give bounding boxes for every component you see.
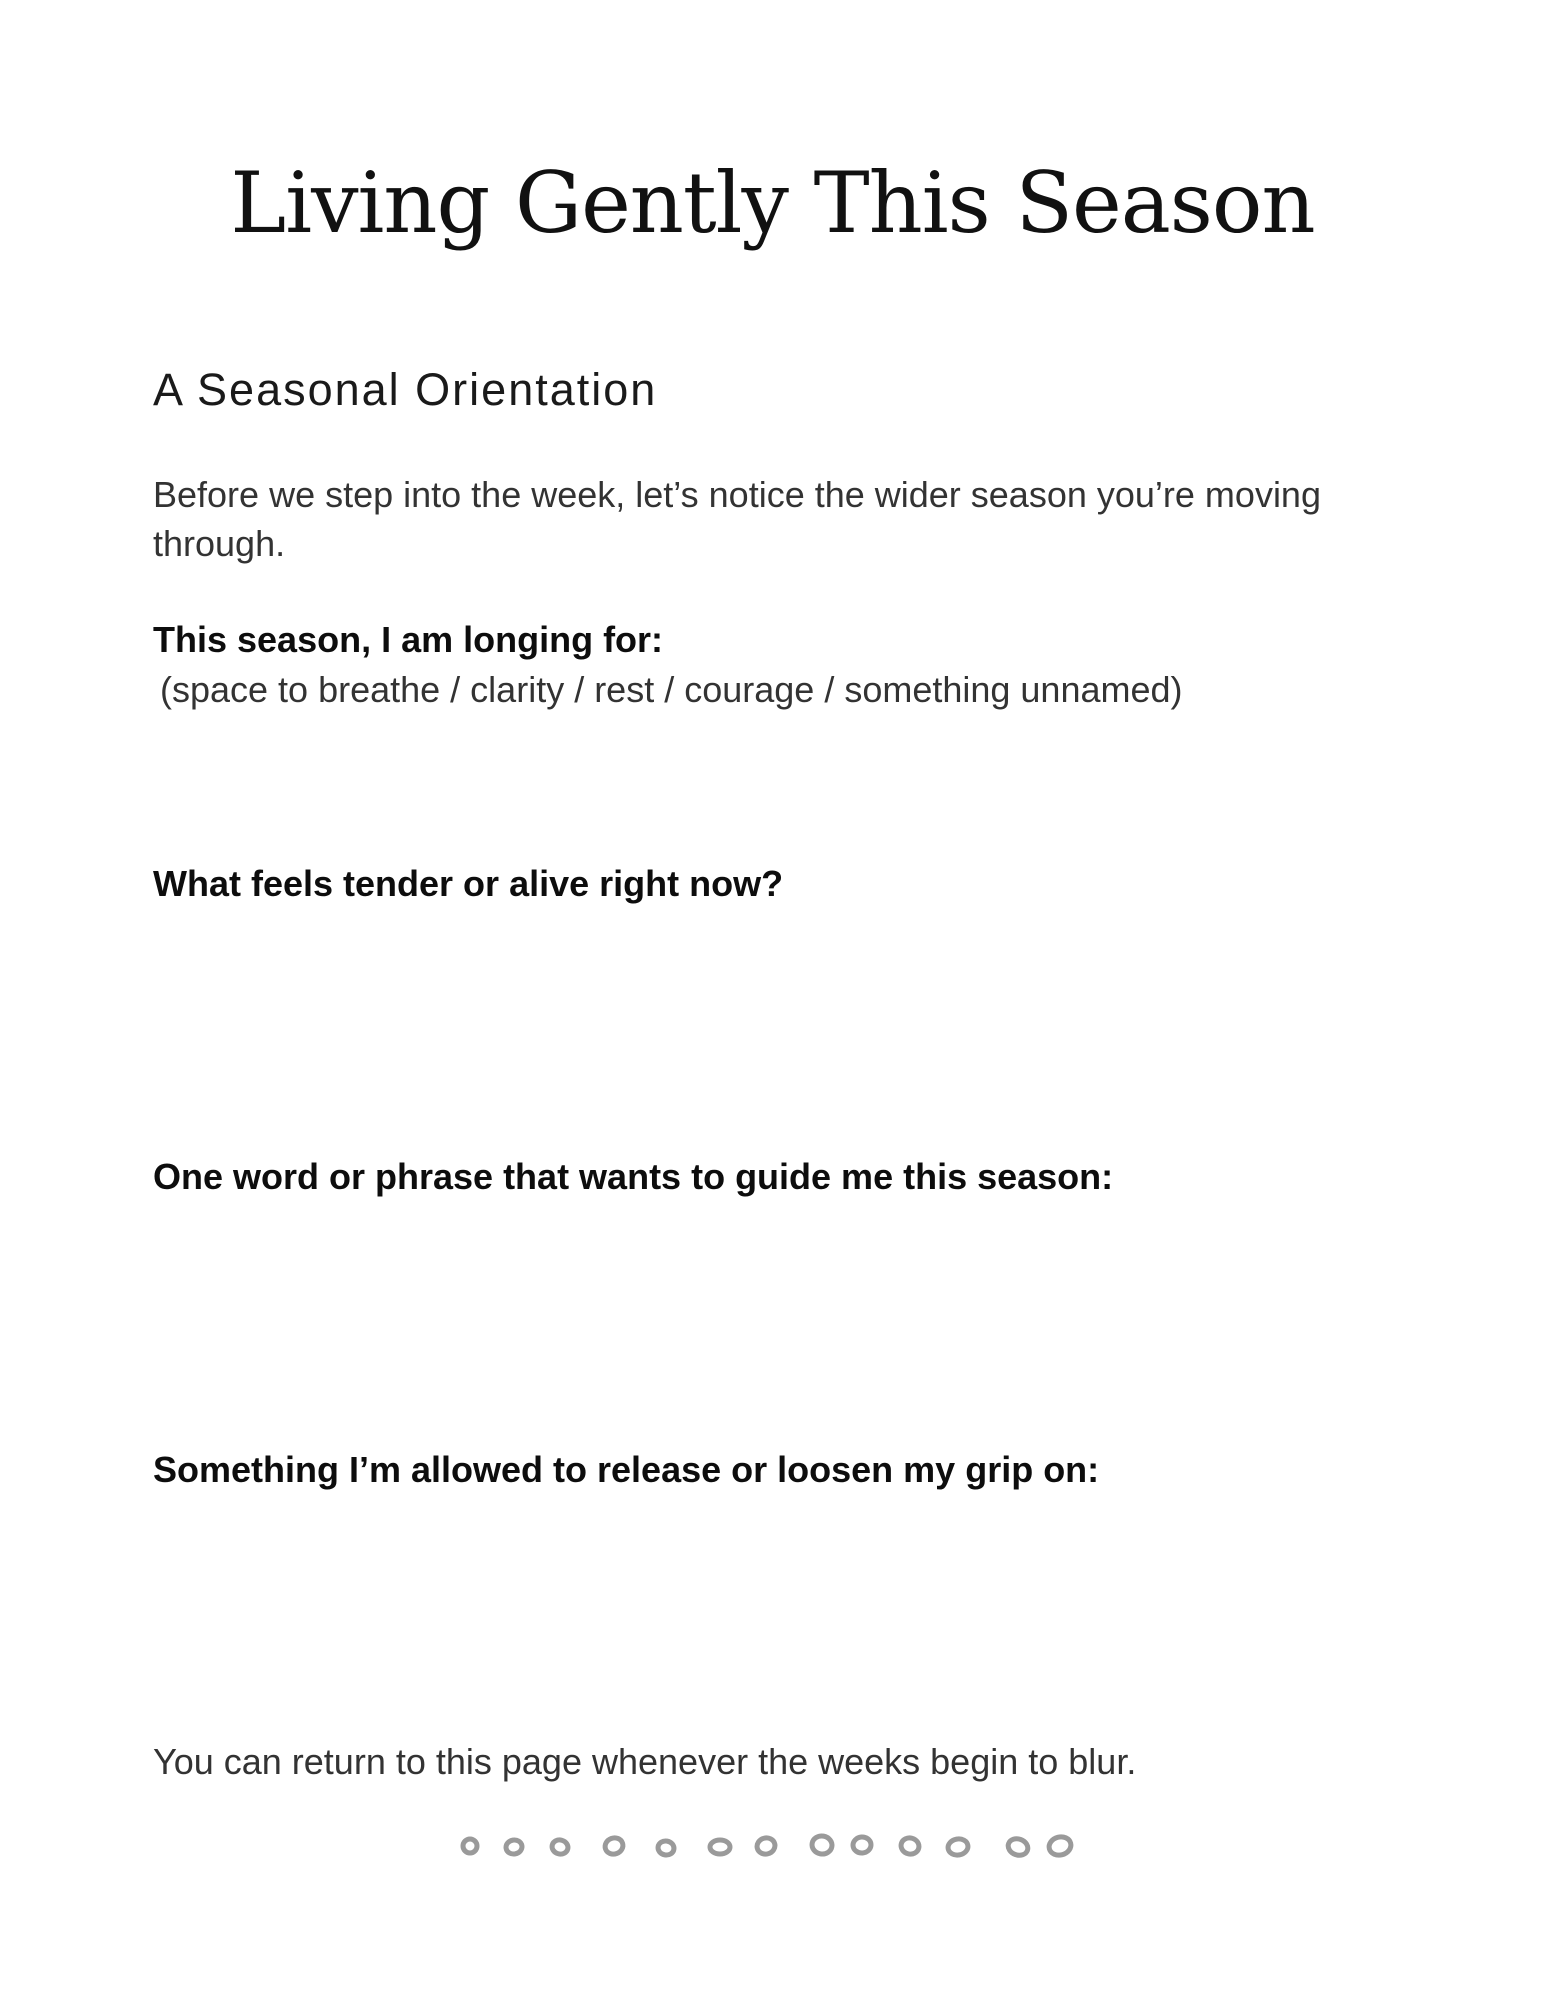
intro-paragraph: Before we step into the week, let’s notice the wider season you’re moving through. <box>153 474 1321 564</box>
release-prompt: Something I’m allowed to release or loosen my grip on: <box>153 1449 1100 1490</box>
closing-note: You can return to this page whenever the weeks begin to blur. <box>153 1741 1137 1782</box>
decorative-dot-row <box>0 1820 1545 1870</box>
guide-prompt: One word or phrase that wants to guide me this season: <box>153 1156 1114 1197</box>
dot-row-svg <box>0 1820 1545 1870</box>
decorative-circle <box>710 1840 730 1854</box>
tender-prompt: What feels tender or alive right now? <box>153 863 784 904</box>
page-title: Living Gently This Season <box>230 154 1315 252</box>
decorative-circle <box>463 1839 477 1853</box>
decorative-circle <box>852 1836 871 1854</box>
decorative-circle <box>1006 1836 1030 1858</box>
decorative-circle <box>550 1838 569 1856</box>
section-subtitle: A Seasonal Orientation <box>153 364 658 415</box>
decorative-circle <box>657 1840 675 1857</box>
decorative-circle <box>1047 1834 1073 1857</box>
decorative-circle <box>505 1839 523 1856</box>
longing-prompt: This season, I am longing for: <box>153 619 664 660</box>
decorative-circle <box>899 1836 921 1856</box>
longing-hint: (space to breathe / clarity / rest / courage / something unnamed) <box>160 669 1183 710</box>
decorative-circle <box>947 1837 969 1856</box>
decorative-circle <box>603 1835 625 1856</box>
decorative-circle <box>811 1834 834 1855</box>
decorative-circle <box>755 1836 777 1856</box>
